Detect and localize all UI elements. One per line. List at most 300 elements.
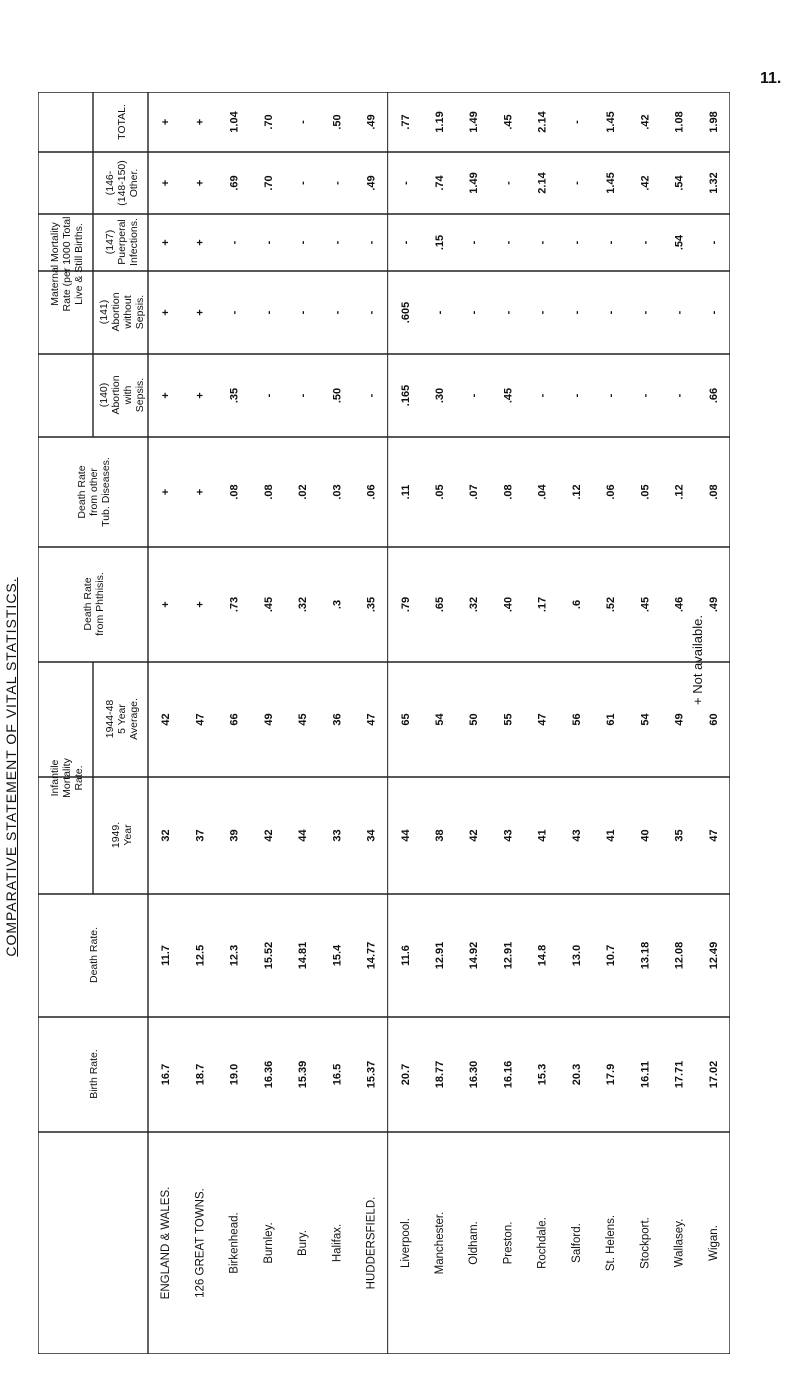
cell-inf1949 <box>229 829 241 841</box>
cell-infavg-text: 45 <box>297 713 310 726</box>
cell-other-text: .70 <box>262 175 275 191</box>
cell-infavg <box>674 713 686 725</box>
cell-othertb-text: .07 <box>468 484 481 500</box>
cell-s147 <box>331 240 343 244</box>
cell-death <box>468 942 480 970</box>
cell-total-text: + <box>160 118 173 126</box>
cell-inf1949 <box>297 829 309 842</box>
cell-phthisis-text: .52 <box>605 596 618 613</box>
cell-death-text: 15.4 <box>331 944 344 967</box>
cell-s147-text: - <box>468 240 481 245</box>
cell-othertb <box>468 484 480 499</box>
cell-birth <box>639 1061 651 1088</box>
cell-s140-text: .165 <box>399 384 412 407</box>
cell-phthisis <box>263 597 275 612</box>
cell-other-text: 1.49 <box>468 172 481 194</box>
cell-other <box>297 181 309 185</box>
cell-inf1949 <box>366 829 378 842</box>
cell-birth-text: 19.0 <box>228 1063 241 1086</box>
cell-othertb <box>605 484 617 499</box>
cell-inf1949 <box>400 829 412 842</box>
cell-town-text: Halifax. <box>331 1223 344 1263</box>
cell-s140-text: .35 <box>228 387 241 404</box>
cell-infavg <box>502 713 514 725</box>
cell-death-text: 12.5 <box>194 944 207 967</box>
header-abortion-sepsis <box>98 375 146 414</box>
cell-s147-text: - <box>536 240 549 245</box>
cell-town <box>400 1218 412 1268</box>
cell-infavg <box>400 713 412 725</box>
cell-total <box>400 114 412 129</box>
cell-other-text: .49 <box>365 175 378 191</box>
cell-death-text: 15.52 <box>262 941 275 970</box>
header-puerperal-line: (147) <box>104 229 116 255</box>
cell-other <box>434 174 446 190</box>
cell-death <box>263 942 275 970</box>
cell-total-text: .70 <box>262 114 275 130</box>
cell-s147 <box>194 239 206 245</box>
cell-total <box>366 114 378 129</box>
cell-phthisis <box>194 601 206 607</box>
cell-town <box>571 1223 583 1263</box>
cell-othertb-text: .06 <box>605 484 618 500</box>
cell-inf1949-text: 34 <box>365 829 378 842</box>
cell-s147 <box>366 240 378 244</box>
cell-phthisis <box>537 597 549 612</box>
cell-othertb <box>400 485 412 500</box>
cell-inf1949 <box>502 829 514 841</box>
cell-phthisis-text: .32 <box>468 596 481 613</box>
cell-inf1949-text: 43 <box>502 829 515 842</box>
header-abortion-sepsis-line: with <box>122 385 134 405</box>
table-row <box>502 114 514 1264</box>
cell-phthisis-text: .40 <box>502 596 515 613</box>
table-row <box>331 114 343 1262</box>
cell-phthisis <box>571 600 583 609</box>
cell-s147 <box>468 240 480 244</box>
cell-s147 <box>263 240 275 244</box>
cell-s141-text: - <box>673 310 686 315</box>
cell-death-text: 11.7 <box>160 945 173 966</box>
cell-s140 <box>160 392 172 398</box>
cell-s140-text: - <box>605 393 618 398</box>
cell-birth <box>331 1064 343 1085</box>
cell-birth <box>297 1061 309 1089</box>
cell-total-text: .49 <box>365 114 378 130</box>
header-birth-rate-line: Birth Rate. <box>88 1049 100 1099</box>
cell-other-text: + <box>160 179 173 187</box>
cell-s140 <box>468 393 480 397</box>
cell-s140 <box>263 393 275 397</box>
cell-s140-text: - <box>673 393 686 398</box>
cell-other <box>468 172 480 193</box>
cell-othertb <box>674 484 686 499</box>
cell-death-text: 10.7 <box>605 944 618 967</box>
cell-s141 <box>366 310 378 314</box>
cell-s141-text: - <box>536 310 549 315</box>
cell-birth <box>400 1064 412 1085</box>
cell-s141 <box>400 302 412 323</box>
cell-phthisis <box>674 597 686 612</box>
cell-town-text: Salford. <box>570 1223 583 1263</box>
cell-s141-text: - <box>570 310 583 315</box>
cell-phthisis <box>502 597 514 612</box>
header-other-tb-line: from other <box>88 468 100 516</box>
cell-s141 <box>605 310 617 314</box>
cell-s140-text: - <box>639 393 652 398</box>
cell-phthisis <box>297 597 309 612</box>
cell-infavg-text: 54 <box>639 713 652 726</box>
cell-birth <box>537 1064 549 1085</box>
cell-s141 <box>639 310 651 314</box>
cell-s140-text: - <box>570 393 583 398</box>
cell-phthisis <box>639 597 651 612</box>
cell-s147-text: - <box>502 240 515 245</box>
cell-other-text: - <box>570 181 583 185</box>
cell-other <box>400 181 412 185</box>
cell-s141 <box>674 310 686 314</box>
cell-s147-text: + <box>160 239 173 246</box>
cell-inf1949-text: 39 <box>228 829 241 842</box>
cell-s147-text: .15 <box>434 234 446 251</box>
cell-other-text: 2.14 <box>536 172 549 194</box>
header-abortion-no-sepsis-line: Sepsis. <box>134 294 146 330</box>
cell-s140 <box>674 393 686 397</box>
header-phthisis-line: Death Rate <box>82 577 94 631</box>
cell-death <box>708 942 720 970</box>
cell-inf1949-text: 47 <box>707 829 720 842</box>
cell-infavg-text: 42 <box>160 713 173 726</box>
cell-birth-text: 18.7 <box>194 1063 207 1086</box>
cell-inf1949-text: 37 <box>194 829 207 842</box>
header-infantile-mortality-line: Mortality <box>61 758 73 798</box>
cell-othertb-text: .08 <box>228 484 241 500</box>
cell-other <box>194 180 206 186</box>
cell-s140 <box>571 393 583 397</box>
cell-death <box>331 944 343 966</box>
cell-s141-text: - <box>297 310 310 315</box>
cell-total-text: .77 <box>399 114 412 130</box>
cell-death-text: 11.6 <box>399 945 412 966</box>
cell-death <box>366 942 378 970</box>
cell-s147 <box>434 235 446 250</box>
header-other-tb-line: Death Rate <box>76 465 88 519</box>
cell-death-text: 12.91 <box>502 941 515 970</box>
header-total <box>116 104 128 140</box>
cell-total <box>263 114 275 129</box>
cell-s140-text: .50 <box>331 387 344 404</box>
cell-death <box>571 945 583 966</box>
header-maternal-mortality-line: Rate (per 1000 Total <box>61 216 73 312</box>
cell-s140 <box>331 388 343 403</box>
cell-phthisis <box>229 597 241 612</box>
cell-othertb-text: .12 <box>673 484 686 500</box>
header-abortion-sepsis-line: (140) <box>98 382 110 408</box>
cell-town <box>605 1215 617 1271</box>
table-row <box>708 111 720 1261</box>
cell-birth-text: 15.39 <box>297 1060 310 1089</box>
cell-s140-text: + <box>160 392 173 399</box>
cell-infavg-text: 65 <box>399 713 412 726</box>
header-abortion-no-sepsis-line: Abortion <box>110 292 122 332</box>
cell-phthisis-text: .65 <box>434 596 446 613</box>
cell-s140 <box>639 393 651 397</box>
cell-othertb <box>537 483 549 499</box>
cell-birth-text: 15.3 <box>536 1063 549 1086</box>
cell-phthisis <box>605 597 617 612</box>
header-other-line: (148-150) <box>116 160 128 206</box>
cell-othertb-text: .08 <box>502 484 515 500</box>
cell-othertb <box>708 484 720 499</box>
cell-birth <box>263 1061 275 1089</box>
cell-birth-text: 20.3 <box>570 1063 583 1086</box>
cell-othertb-text: .08 <box>707 484 720 500</box>
cell-inf1949 <box>639 829 651 841</box>
cell-total-text: 1.49 <box>468 111 481 133</box>
cell-infavg-text: 50 <box>468 713 481 726</box>
cell-othertb <box>331 484 343 499</box>
cell-inf1949 <box>263 829 275 841</box>
cell-phthisis-text: .79 <box>399 596 412 613</box>
cell-other-text: .74 <box>434 175 446 191</box>
cell-infavg <box>263 713 275 725</box>
header-puerperal-line: Puerperal <box>116 219 128 265</box>
cell-s141-text: - <box>434 310 446 315</box>
cell-s140 <box>434 388 446 403</box>
cell-birth <box>366 1061 378 1089</box>
cell-s147 <box>400 240 412 244</box>
table-row <box>537 110 549 1268</box>
cell-inf1949 <box>194 829 206 841</box>
cell-s141 <box>537 310 549 314</box>
cell-inf1949-text: 38 <box>434 829 446 842</box>
table-svg <box>38 92 730 1354</box>
cell-other <box>537 171 549 193</box>
cell-birth-text: 16.5 <box>331 1063 344 1086</box>
cell-phthisis <box>331 600 343 609</box>
cell-infavg <box>434 713 446 726</box>
cell-s141-text: - <box>331 310 344 315</box>
header-infantile-mortality <box>49 757 85 797</box>
cell-phthisis-text: .6 <box>570 599 583 610</box>
cell-death-text: 12.49 <box>707 941 720 970</box>
cell-town <box>331 1224 343 1262</box>
header-abortion-no-sepsis <box>98 292 146 331</box>
cell-death-text: 14.81 <box>297 941 310 970</box>
cell-town-text: Bury. <box>297 1230 310 1256</box>
cell-death-text: 14.92 <box>468 941 481 970</box>
cell-other <box>708 172 720 193</box>
table-row <box>160 119 172 1300</box>
cell-infavg <box>297 713 309 725</box>
cell-othertb-text: .06 <box>365 484 378 500</box>
cell-other-text: - <box>502 181 515 185</box>
cell-s147 <box>160 239 172 245</box>
cell-death <box>194 945 206 966</box>
cell-othertb <box>263 484 275 499</box>
header-infant-1949-line: Year <box>122 824 134 846</box>
cell-s140-text: .66 <box>707 387 720 404</box>
cell-birth <box>674 1061 686 1089</box>
cell-town-text: 126 GREAT TOWNS. <box>194 1188 207 1298</box>
cell-death-text: 12.91 <box>434 941 446 970</box>
cell-total <box>571 120 583 124</box>
cell-town <box>263 1222 275 1263</box>
cell-othertb <box>229 484 241 499</box>
table-row <box>434 111 446 1274</box>
cell-s141 <box>297 310 309 314</box>
cell-death <box>229 945 241 966</box>
cell-death <box>160 945 172 966</box>
cell-othertb-text: .03 <box>331 484 344 500</box>
cell-town <box>297 1230 309 1256</box>
cell-s147-text: - <box>297 240 310 245</box>
cell-infavg-text: 55 <box>502 713 515 726</box>
cell-infavg-text: 36 <box>331 713 344 726</box>
header-total-line: TOTAL. <box>116 104 128 140</box>
cell-birth <box>605 1064 617 1085</box>
cell-town-text: Burnley. <box>262 1222 275 1264</box>
cell-other-text: 1.32 <box>707 172 720 194</box>
cell-birth <box>434 1061 446 1089</box>
cell-total-text: 2.14 <box>536 111 549 133</box>
cell-s141 <box>571 310 583 314</box>
cell-total <box>605 111 617 132</box>
cell-s141-text: .605 <box>399 301 412 324</box>
cell-town <box>194 1188 206 1298</box>
cell-town <box>366 1197 378 1290</box>
header-other-tb <box>76 457 112 527</box>
cell-s141-text: - <box>262 310 275 315</box>
cell-othertb <box>434 484 446 499</box>
header-phthisis-line: from Phthisis. <box>94 572 106 636</box>
cell-total <box>297 120 309 124</box>
cell-other-text: - <box>331 181 344 185</box>
cell-birth <box>229 1064 241 1085</box>
cell-inf1949-text: 35 <box>673 829 686 842</box>
cell-s141 <box>434 310 446 314</box>
cell-infavg-text: 47 <box>365 713 378 726</box>
cell-s140-text: - <box>468 393 481 398</box>
cell-death-text: 14.77 <box>365 941 378 970</box>
header-birth-rate <box>88 1049 100 1099</box>
header-other <box>104 160 140 206</box>
cell-inf1949-text: 41 <box>536 829 549 842</box>
cell-othertb <box>639 484 651 499</box>
cell-othertb-text: .05 <box>434 484 446 500</box>
cell-othertb <box>502 484 514 499</box>
cell-total <box>537 110 549 132</box>
header-infant-1949 <box>110 822 134 848</box>
cell-town <box>708 1225 720 1261</box>
cell-other-text: .42 <box>639 175 652 191</box>
header-puerperal <box>104 218 140 266</box>
cell-othertb-text: .04 <box>536 484 549 500</box>
cell-inf1949-text: 33 <box>331 829 344 842</box>
cell-s147-text: - <box>331 240 344 245</box>
cell-inf1949-text: 40 <box>639 829 652 842</box>
cell-phthisis <box>708 597 720 612</box>
cell-s147-text: - <box>707 240 720 245</box>
cell-infavg-text: 47 <box>536 713 549 726</box>
cell-s141 <box>229 310 241 314</box>
cell-town-text: Wigan. <box>707 1225 720 1261</box>
cell-infavg <box>537 713 549 725</box>
cell-birth-text: 16.7 <box>160 1063 173 1086</box>
cell-s141-text: - <box>468 310 481 315</box>
cell-s141-text: - <box>228 310 241 315</box>
cell-s141-text: - <box>639 310 652 315</box>
cell-phthisis-text: .45 <box>639 596 652 613</box>
cell-other-text: .54 <box>673 175 686 191</box>
cell-othertb-text: .08 <box>262 484 275 500</box>
cell-inf1949-text: 44 <box>399 829 412 842</box>
cell-total <box>639 114 651 129</box>
cell-infavg <box>571 713 583 725</box>
header-abortion-sepsis-line: Sepsis. <box>134 377 146 413</box>
cell-s140 <box>297 393 309 397</box>
cell-death-text: 12.08 <box>673 941 686 970</box>
cell-total-text: 1.08 <box>673 111 686 133</box>
cell-town-text: Stockport. <box>639 1217 652 1269</box>
cell-s140 <box>366 393 378 397</box>
cell-infavg <box>160 713 172 725</box>
cell-death <box>639 942 651 970</box>
cell-death <box>297 942 309 970</box>
cell-total-text: 1.19 <box>434 111 446 133</box>
cell-total <box>229 110 241 132</box>
header-maternal-mortality-line: Live & Still Births. <box>73 223 85 305</box>
cell-s140-text: - <box>297 393 310 398</box>
cell-infavg-text: 60 <box>707 713 720 726</box>
cell-othertb-text: .05 <box>639 484 652 500</box>
cell-town <box>468 1221 480 1264</box>
cell-total-text: 1.98 <box>707 111 720 133</box>
table-row <box>366 114 378 1289</box>
header-infant-average-line: Average. <box>128 698 140 740</box>
cell-total <box>434 111 446 132</box>
cell-s147 <box>571 240 583 244</box>
table-row <box>229 110 241 1273</box>
page-side-title: COMPARATIVE STATEMENT OF VITAL STATISTICS. <box>3 577 19 957</box>
cell-s147 <box>708 240 720 244</box>
table-row <box>400 114 412 1268</box>
cell-death-text: 14.8 <box>536 944 549 967</box>
cell-other <box>605 172 617 193</box>
cell-total <box>194 119 206 125</box>
cell-othertb <box>366 484 378 499</box>
cell-infavg-text: 66 <box>228 713 241 726</box>
cell-s140 <box>605 393 617 397</box>
cell-infavg-text: 49 <box>262 713 275 726</box>
cell-town-text: Preston. <box>502 1221 515 1265</box>
cell-othertb <box>194 489 206 495</box>
cell-phthisis-text: .17 <box>536 596 549 613</box>
header-infantile-mortality-line: Infantile <box>49 759 61 797</box>
cell-birth-text: 20.7 <box>399 1063 412 1086</box>
cell-s147-text: - <box>399 240 412 245</box>
cell-death <box>605 945 617 966</box>
cell-s141-text: + <box>160 309 173 316</box>
cell-othertb <box>297 484 309 499</box>
table-row <box>297 120 309 1256</box>
cell-town-text: Birkenhead. <box>228 1212 241 1274</box>
cell-other <box>639 175 651 190</box>
cell-s147 <box>639 240 651 244</box>
cell-inf1949 <box>605 829 617 841</box>
cell-s140 <box>502 388 514 403</box>
page-number: 11. <box>760 70 782 87</box>
